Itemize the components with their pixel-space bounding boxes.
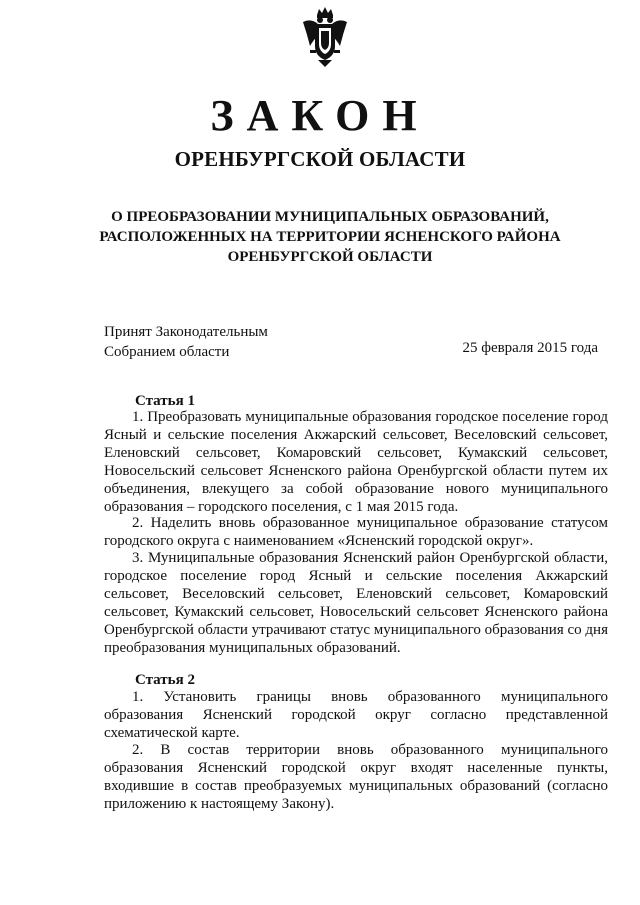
region-title: ОРЕНБУРГСКОЙ ОБЛАСТИ	[174, 147, 466, 171]
law-subject	[80, 207, 580, 267]
adoption-body	[104, 322, 268, 362]
law-subject-line: ОРЕНБУРГСКОЙ ОБЛАСТИ	[227, 249, 433, 265]
article-paragraph: 1. Установить границы вновь образованного муниципального образования Ясненский городской округ согласно представленной схематической карте.	[104, 689, 608, 741]
adoption-line: Собранием области	[104, 344, 230, 360]
article-heading: Статья 1	[135, 393, 195, 409]
law-subject-line: О ПРЕОБРАЗОВАНИИ МУНИЦИПАЛЬНЫХ ОБРАЗОВАНИЙ,	[111, 209, 549, 225]
article-heading: Статья 2	[135, 672, 195, 688]
article-paragraph: 3. Муниципальные образования Ясненский район Оренбургской области, городское поселение город Ясный и сельские поселения Акжарский сельсовет, Веселовский сельсовет, Еленовский сельсовет, Комаровский сельсовет, Кумакский сельсовет, Новосельский сельсовет Ясненского района Оренбургской области утрачивают статус муниципального образования со дня преобразования муниципальных образований.	[104, 550, 608, 656]
adoption-date: 25 февраля 2015 года	[462, 340, 598, 356]
law-subject-line: РАСПОЛОЖЕННЫХ НА ТЕРРИТОРИИ ЯСНЕНСКОГО РАЙОНА	[99, 229, 561, 245]
adoption-line: Принят Законодательным	[104, 324, 268, 340]
coat-of-arms-icon	[300, 6, 350, 68]
article-paragraph: 2. Наделить вновь образованное муниципальное образование статусом городского округа с наименованием «Ясненский городской округ».	[104, 515, 608, 549]
article-paragraph: 2. В состав территории вновь образованного муниципального образования Ясненский городской округ входят населенные пункты, входившие в состав преобразуемых муниципальных образований (согласно приложению к настоящему Закону).	[104, 742, 608, 812]
law-title: ЗАКОН	[210, 91, 430, 140]
article-paragraph: 1. Преобразовать муниципальные образования городское поселение город Ясный и сельские поселения Акжарский сельсовет, Веселовский сельсовет, Еленовский сельсовет, Комаровский сельсовет, Кумакский сельсовет, Новосельский сельсовет Ясненского района Оренбургской области путем их объединения, влекущего за собой образование нового муниципального образования – городского поселения, с 1 мая 2015 года.	[104, 409, 608, 515]
